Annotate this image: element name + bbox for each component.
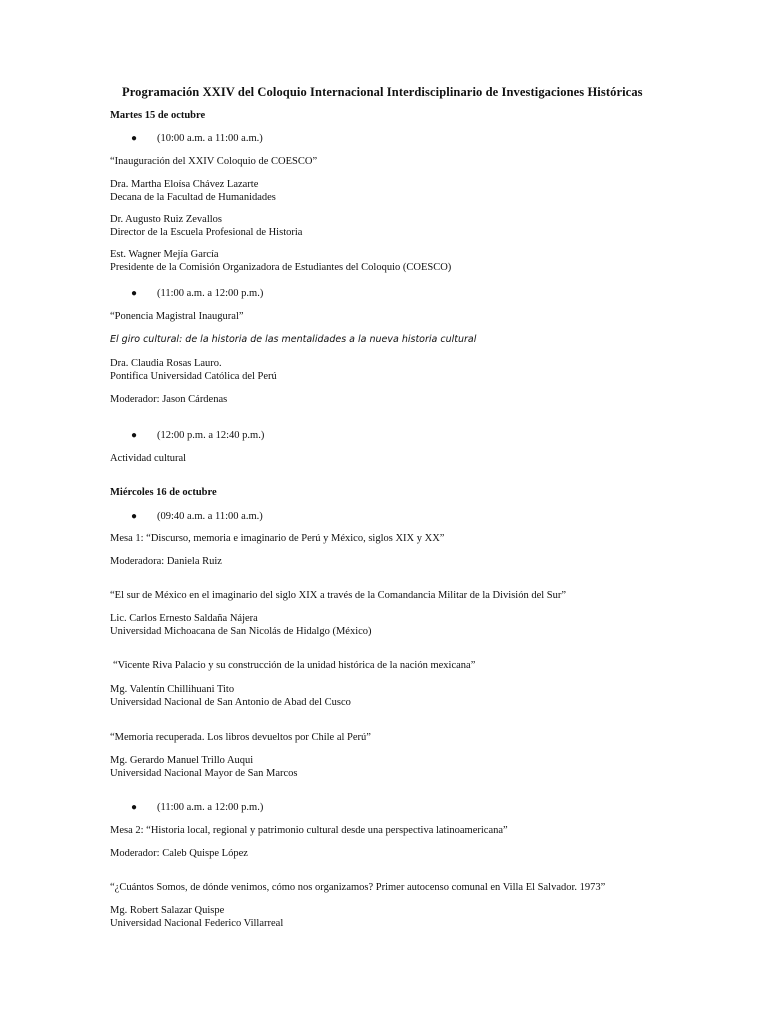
day1-slot3-time: (12:00 p.m. a 12:40 p.m.) (157, 430, 265, 441)
bullet-icon: ● (131, 133, 138, 144)
talk-title: “El sur de México en el imaginario del siglo XIX a través de la Comandancia Militar de la División del Sur” (110, 590, 567, 601)
day1-slot1-time: (10:00 a.m. a 11:00 a.m.) (157, 133, 263, 144)
speaker-name: Lic. Carlos Ernesto Saldaña Nájera (110, 613, 258, 624)
talk-title: “Memoria recuperada. Los libros devueltos por Chile al Perú” (110, 732, 371, 743)
moderator: Moderadora: Daniela Ruiz (110, 556, 222, 567)
person-name: Dra. Martha Eloísa Chávez Lazarte (110, 179, 259, 190)
speaker-name: Mg. Gerardo Manuel Trillo Auqui (110, 755, 254, 766)
day1-slot1-event: “Inauguración del XXIV Coloquio de COESCO” (110, 156, 318, 167)
speaker-name: Mg. Robert Salazar Quispe (110, 905, 225, 916)
day1-slot2-event: “Ponencia Magistral Inaugural” (110, 311, 244, 322)
bullet-icon: ● (131, 288, 138, 299)
mesa-title: Mesa 2: “Historia local, regional y patrimonio cultural desde una perspectiva latinoamericana” (110, 825, 508, 836)
moderator: Moderador: Jason Cárdenas (110, 394, 228, 405)
person-role: Decana de la Facultad de Humanidades (110, 192, 276, 203)
bullet-icon: ● (131, 802, 138, 813)
mesa-title: Mesa 1: “Discurso, memoria e imaginario de Perú y México, siglos XIX y XX” (110, 533, 445, 544)
moderator: Moderador: Caleb Quispe López (110, 848, 248, 859)
day1-date: Martes 15 de octubre (110, 110, 206, 121)
day1-slot2-time: (11:00 a.m. a 12:00 p.m.) (157, 288, 264, 299)
day2-slot2-time: (11:00 a.m. a 12:00 p.m.) (157, 802, 264, 813)
talk-title: “Vicente Riva Palacio y su construcción de la unidad histórica de la nación mexicana” (113, 660, 476, 671)
speaker-affiliation: Universidad Nacional Mayor de San Marcos (110, 768, 298, 779)
speaker-affiliation: Universidad Nacional de San Antonio de Abad del Cusco (110, 697, 351, 708)
bullet-icon: ● (131, 511, 138, 522)
speaker-affiliation: Universidad Nacional Federico Villarreal (110, 918, 284, 929)
day2-slot1-time: (09:40 a.m. a 11:00 a.m.) (157, 511, 263, 522)
bullet-icon: ● (131, 430, 138, 441)
person-name: Dr. Augusto Ruiz Zevallos (110, 214, 222, 225)
day2-date: Miércoles 16 de octubre (110, 487, 217, 498)
person-name: Est. Wagner Mejía García (110, 249, 219, 260)
speaker-affiliation: Universidad Michoacana de San Nicolás de Hidalgo (México) (110, 626, 372, 637)
person-role: Presidente de la Comisión Organizadora de Estudiantes del Coloquio (COESCO) (110, 262, 452, 273)
person-role: Director de la Escuela Profesional de Historia (110, 227, 303, 238)
talk-title: “¿Cuántos Somos, de dónde venimos, cómo nos organizamos? Primer autocenso comunal en Villa El Salvador. 1973” (110, 882, 606, 893)
document-title: Programación XXIV del Coloquio Internacional Interdisciplinario de Investigaciones Históricas (122, 85, 643, 99)
day1-slot2-subtitle: El giro cultural: de la historia de las mentalidades a la nueva historia cultural (110, 334, 477, 345)
speaker-affiliation: Pontifica Universidad Católica del Perú (110, 371, 277, 382)
speaker-name: Dra. Claudia Rosas Lauro. (110, 358, 222, 369)
speaker-name: Mg. Valentín Chillihuani Tito (110, 684, 235, 695)
day1-slot3-event: Actividad cultural (110, 453, 187, 464)
